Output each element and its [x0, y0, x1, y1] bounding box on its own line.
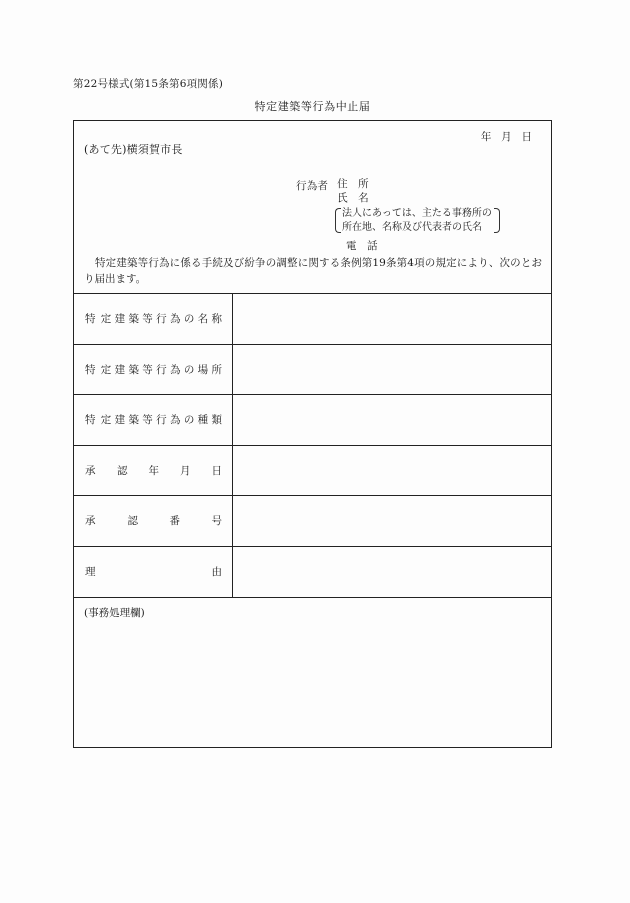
addressee-label: (あて先)横須賀市長	[84, 143, 183, 156]
row-label-rest: 由	[211, 566, 222, 578]
actor-label: 行為者	[296, 180, 329, 192]
row-header-type	[74, 395, 233, 446]
row-value-approval-date[interactable]	[233, 445, 552, 496]
row-header-approval-number	[74, 496, 233, 547]
actor-block	[296, 177, 369, 205]
office-use-label: (事務処理欄)	[84, 606, 145, 619]
bracket-close-icon	[493, 207, 502, 234]
row-value-type[interactable]	[233, 395, 552, 446]
row-header-approval-date	[74, 445, 233, 496]
page-title: 特定建築等行為中止届	[254, 100, 371, 113]
row-label-start: 承	[85, 464, 96, 477]
row-label-start: 特	[85, 313, 96, 326]
office-use-input-area[interactable]	[74, 598, 551, 750]
row-label-rest: 定 建 築 等 行 為 の 名 称	[100, 313, 222, 326]
row-label-rest: 認 年 月 日	[117, 464, 222, 477]
corporate-note-line-1: 法人にあっては、主たる事務所の	[342, 208, 492, 219]
row-value-location[interactable]	[233, 344, 552, 395]
table-row	[74, 344, 551, 395]
corporate-note-text	[341, 207, 493, 234]
corporate-note	[332, 207, 502, 234]
actor-name-label: 氏 名	[337, 192, 369, 204]
row-label-start: 承	[85, 515, 96, 528]
actor-fields	[337, 177, 369, 205]
telephone-label: 電 話	[346, 240, 378, 252]
date-year-label: 年	[480, 131, 492, 143]
date-day-label: 日	[521, 131, 532, 143]
row-header-location	[74, 344, 233, 395]
table-row	[74, 395, 551, 446]
table-row	[74, 294, 551, 345]
row-value-reason[interactable]	[233, 546, 552, 597]
row-label-rest: 定 建 築 等 行 為 の 種 類	[100, 414, 222, 427]
form-number: 第22号様式(第15条第6項関係)	[73, 78, 223, 90]
row-label-rest: 認 番 号	[127, 515, 222, 528]
row-label-start: 特	[85, 363, 96, 376]
row-value-name[interactable]	[233, 294, 552, 345]
date-line	[481, 129, 532, 144]
row-header-reason	[74, 546, 233, 597]
row-label-start: 理	[85, 566, 96, 578]
form-outer-box	[73, 120, 552, 748]
form-data-table	[74, 293, 551, 597]
table-row	[74, 546, 551, 597]
table-row	[74, 496, 551, 547]
corporate-note-line-2: 所在地、名称及び代表者の氏名	[342, 221, 482, 233]
row-label-start: 特	[85, 414, 96, 427]
preamble-section	[74, 121, 551, 293]
bracket-open-icon	[332, 207, 341, 234]
table-row	[74, 445, 551, 496]
office-use-section	[74, 597, 551, 750]
row-label-rest: 定 建 築 等 行 為 の 場 所	[100, 363, 222, 376]
date-month-label: 月	[501, 131, 512, 143]
statutory-statement: 特定建築等行為に係る手続及び紛争の調整に関する条例第19条第4項の規定により、次のとおり届出ます。	[84, 257, 542, 285]
actor-address-label: 住 所	[337, 178, 369, 190]
row-header-name	[74, 294, 233, 345]
row-value-approval-number[interactable]	[233, 496, 552, 547]
